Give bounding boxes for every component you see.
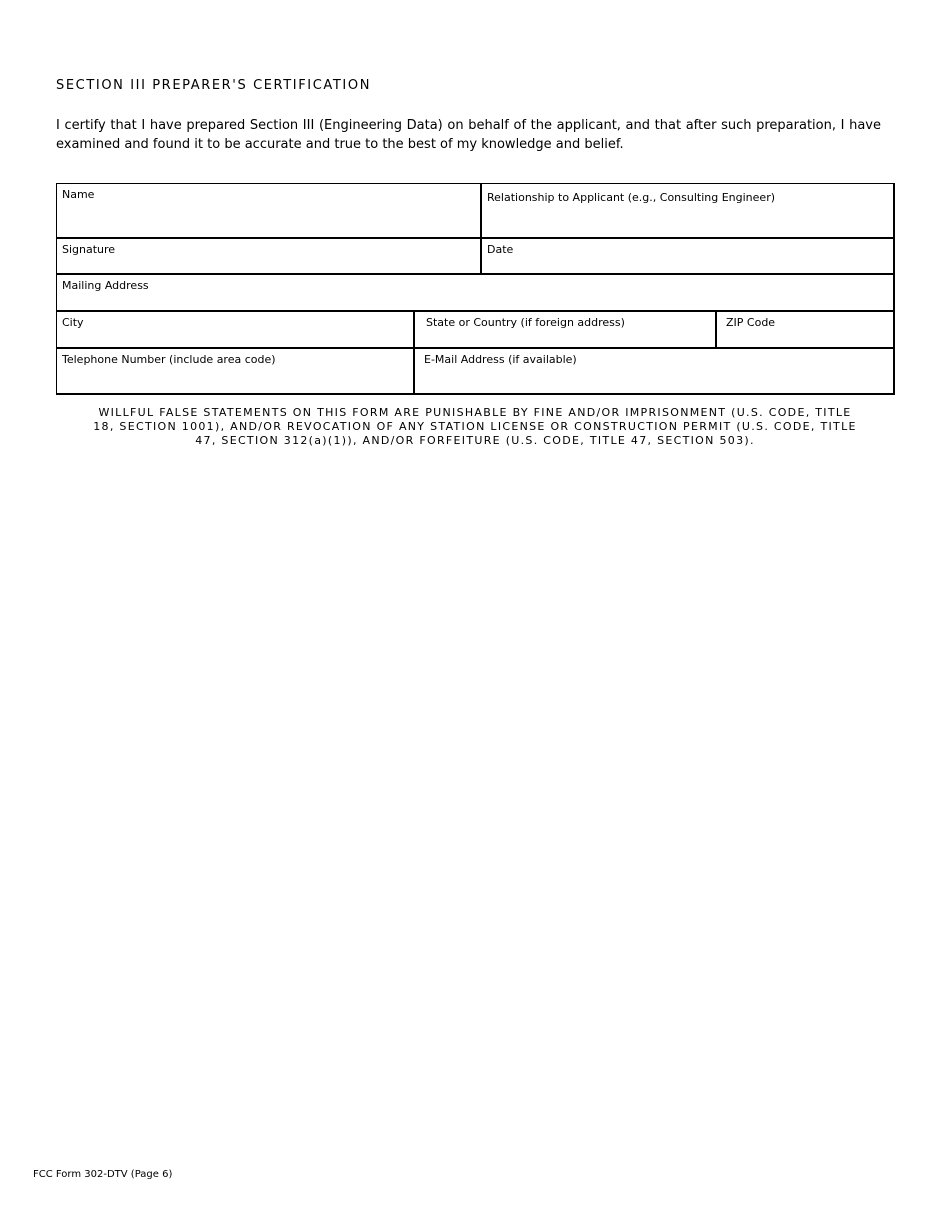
certification-text: I certify that I have prepared Section III (Engineering Data) on behalf of the applicant, and that after such preparation, I have examined and found it to be accurate and true to the best of my knowledge and belief. [56, 118, 881, 152]
signature-field[interactable] [57, 239, 480, 273]
state-label: State or Country (if foreign address) [426, 316, 625, 329]
telephone-label: Telephone Number (include area code) [62, 353, 276, 366]
email-field[interactable] [419, 349, 894, 394]
mailing-address-field[interactable] [57, 275, 894, 310]
relationship-label: Relationship to Applicant (e.g., Consulting Engineer) [487, 191, 776, 204]
email-label: E-Mail Address (if available) [424, 353, 577, 366]
date-field[interactable] [482, 239, 894, 273]
column-divider [413, 311, 415, 394]
mailing-address-label: Mailing Address [62, 279, 149, 292]
column-divider [715, 311, 717, 348]
name-label: Name [62, 188, 95, 201]
telephone-field[interactable] [57, 349, 413, 394]
city-label: City [62, 316, 84, 329]
relationship-field[interactable] [482, 187, 894, 237]
date-label: Date [487, 243, 514, 256]
zip-label: ZIP Code [726, 316, 776, 329]
section-title: SECTION III PREPARER'S CERTIFICATION [56, 78, 372, 93]
form-footer: FCC Form 302-DTV (Page 6) [33, 1169, 173, 1180]
preparer-info-form [56, 183, 895, 395]
signature-label: Signature [62, 243, 116, 256]
false-statements-warning: WILLFUL FALSE STATEMENTS ON THIS FORM ARE PUNISHABLE BY FINE AND/OR IMPRISONMENT (U.S. CODE, TITLE 18, SECTION 1001), AND/OR REVOCATION OF ANY STATION LICENSE OR CONSTRUCTION PERMIT (U.S. CODE, TITLE 47, SECTION 312(a)(1)), AND/OR FORFEITURE (U.S. CODE, TITLE 47, SECTION 503). [93, 406, 857, 447]
state-field[interactable] [421, 312, 715, 347]
city-field[interactable] [57, 312, 413, 347]
zip-field[interactable] [721, 312, 894, 347]
name-field[interactable] [57, 184, 480, 237]
